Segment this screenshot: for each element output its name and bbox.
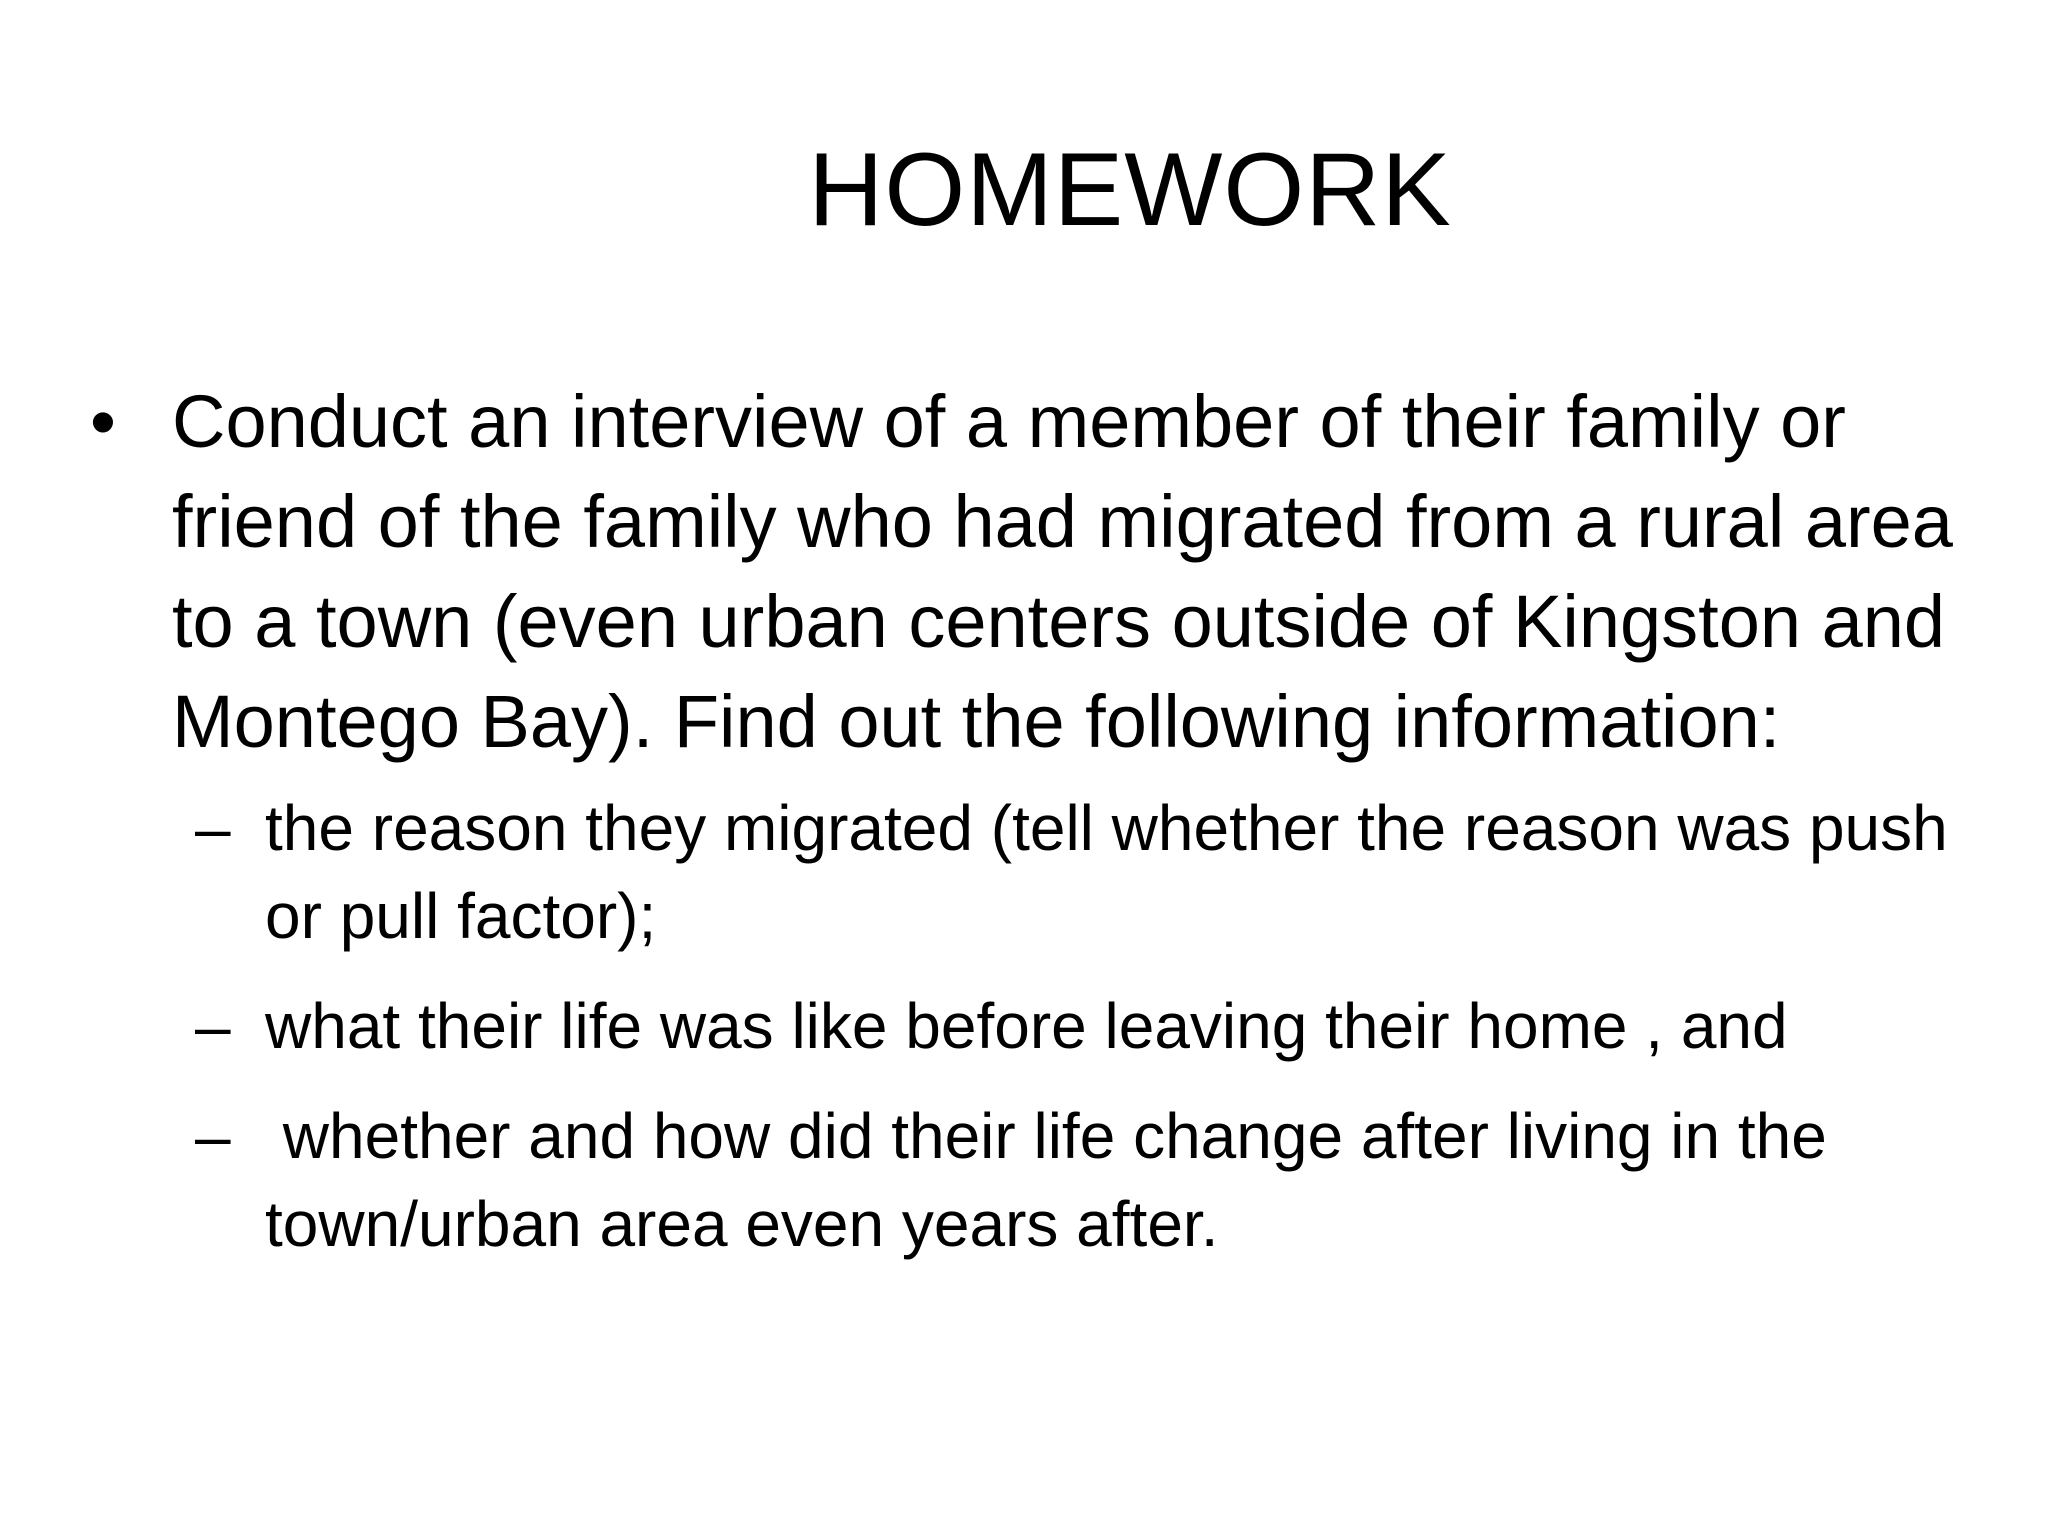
sub-bullet-item [195, 784, 1990, 960]
sub-bullet-text: whether and how did their life change after living in the town/urban area even years after. [265, 1100, 1845, 1260]
bullet-item [90, 372, 1990, 772]
slide-title: HOMEWORK [808, 132, 1452, 248]
dash-marker: – [195, 1100, 231, 1172]
sub-bullet-text: what their life was like before leaving their home , and [265, 990, 1788, 1062]
bullet-text: Conduct an interview of a member of their family or friend of the family who had migrated from a rural area to a town (even urban centers outside of Kingston and Montego Bay). Find out the following information: [172, 380, 1953, 763]
sub-bullet-item [195, 1092, 1990, 1268]
sub-bullet-item [195, 982, 1990, 1070]
bullet-list [90, 372, 1990, 1290]
dash-marker: – [195, 792, 231, 864]
dash-marker: – [195, 990, 231, 1062]
bullet-marker: • [90, 380, 116, 463]
sub-bullet-list [195, 784, 1990, 1268]
sub-bullet-text: the reason they migrated (tell whether the reason was push or pull factor); [265, 792, 1948, 952]
